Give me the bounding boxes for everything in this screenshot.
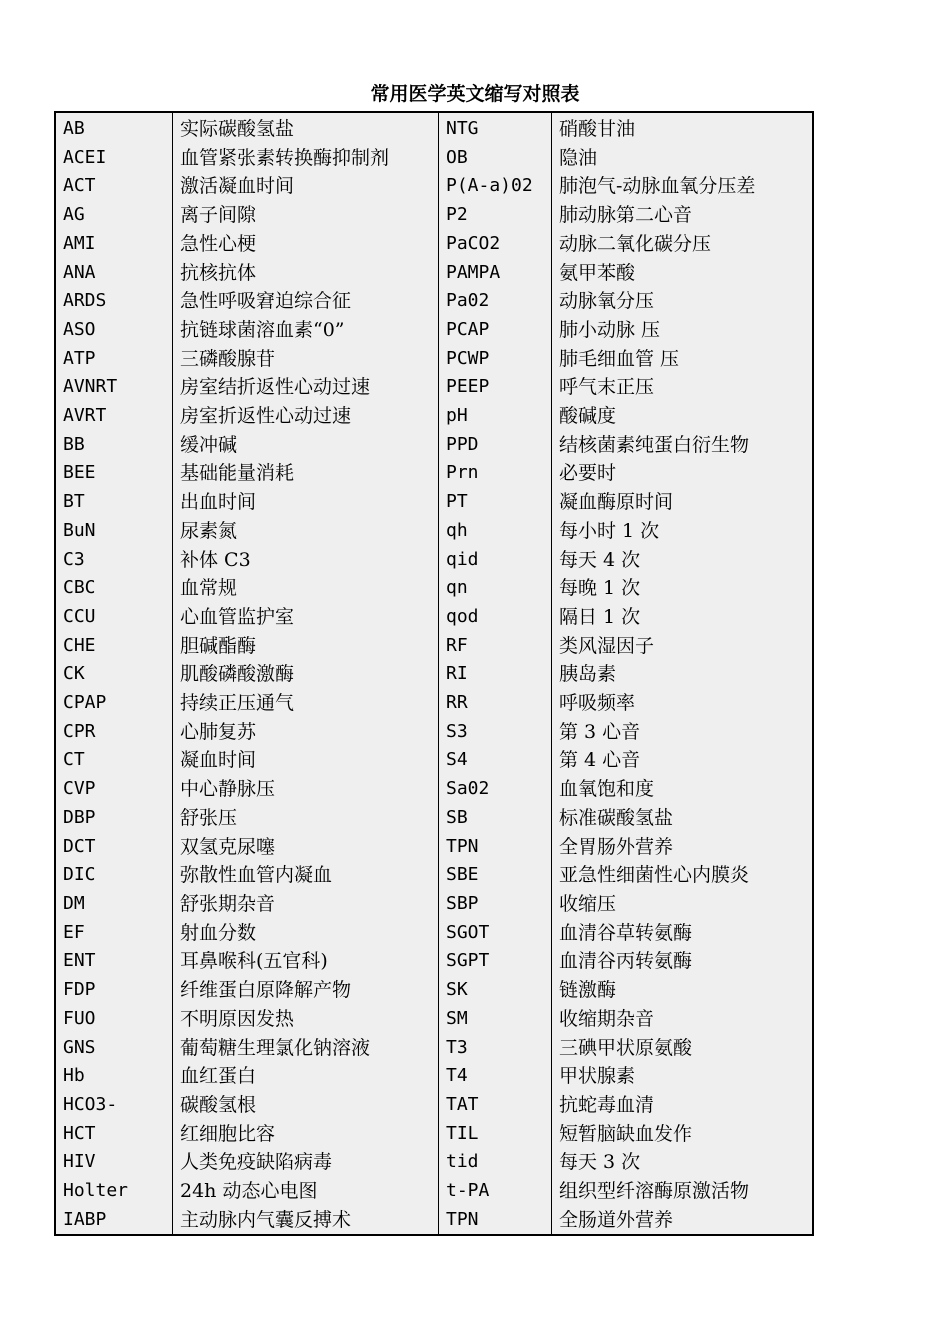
table-row xyxy=(55,230,813,259)
meaning-cell: 短暂脑缺血发作 xyxy=(559,1122,693,1145)
meaning-cell: 每天 3 次 xyxy=(559,1151,641,1174)
table-row xyxy=(55,603,813,632)
abbreviation-cell: t-PA xyxy=(439,1177,552,1206)
meaning-cell: 血氧饱和度 xyxy=(559,778,655,801)
table-row xyxy=(55,947,813,976)
meaning-cell: 实际碳酸氢盐 xyxy=(173,112,439,144)
abbreviation-cell: DCT xyxy=(55,833,173,862)
meaning-cell: 抗蛇毒血清 xyxy=(559,1093,655,1116)
abbreviation-cell: ASO xyxy=(55,316,173,345)
meaning-cell: 全肠道外营养 xyxy=(559,1208,674,1231)
table-row xyxy=(55,431,813,460)
abbreviation-cell: RR xyxy=(439,689,552,718)
abbreviation-cell: CK xyxy=(55,660,173,689)
meaning-cell: 血清谷丙转氨酶 xyxy=(559,950,693,973)
meaning-cell: 三碘甲状原氨酸 xyxy=(559,1036,693,1059)
table-row xyxy=(55,833,813,862)
meaning-cell: 主动脉内气囊反搏术 xyxy=(173,1206,439,1236)
abbreviation-cell: HIV xyxy=(55,1148,173,1177)
abbreviation-cell: PT xyxy=(439,488,552,517)
abbreviation-cell: pH xyxy=(439,402,552,431)
table-row xyxy=(55,373,813,402)
meaning-cell: 舒张压 xyxy=(173,804,439,833)
meaning-cell: 氨甲苯酸 xyxy=(559,261,636,284)
table-row xyxy=(55,976,813,1005)
meaning-cell: 血管紧张素转换酶抑制剂 xyxy=(173,144,439,173)
table-row xyxy=(55,804,813,833)
meaning-cell: 心血管监护室 xyxy=(173,603,439,632)
table-row xyxy=(55,574,813,603)
abbreviation-cell: DM xyxy=(55,890,173,919)
abbreviation-cell: CPR xyxy=(55,718,173,747)
meaning-cell: 凝血酶原时间 xyxy=(559,491,674,514)
abbreviation-cell: SK xyxy=(439,976,552,1005)
meaning-cell: 中心静脉压 xyxy=(173,775,439,804)
meaning-cell: 全胃肠外营养 xyxy=(559,835,674,858)
abbreviation-cell: CCU xyxy=(55,603,173,632)
table-row xyxy=(55,1148,813,1177)
meaning-cell: 血常规 xyxy=(173,574,439,603)
table-row xyxy=(55,890,813,919)
meaning-cell: 葡萄糖生理氯化钠溶液 xyxy=(173,1034,439,1063)
abbreviation-cell: FDP xyxy=(55,976,173,1005)
abbreviation-cell: ACEI xyxy=(55,144,173,173)
abbreviation-cell: T3 xyxy=(439,1034,552,1063)
abbreviation-cell: IABP xyxy=(55,1206,173,1236)
abbreviation-cell: ATP xyxy=(55,345,173,374)
abbreviation-cell: SB xyxy=(439,804,552,833)
abbreviation-cell: qn xyxy=(439,574,552,603)
meaning-cell: 舒张期杂音 xyxy=(173,890,439,919)
table-row xyxy=(55,689,813,718)
abbreviation-cell: DBP xyxy=(55,804,173,833)
abbreviation-cell: tid xyxy=(439,1148,552,1177)
abbreviation-cell: CPAP xyxy=(55,689,173,718)
table-row xyxy=(55,1120,813,1149)
meaning-cell: 组织型纤溶酶原激活物 xyxy=(559,1180,750,1203)
page-title: 常用医学英文缩写对照表 xyxy=(370,83,580,105)
abbreviation-cell: EF xyxy=(55,919,173,948)
meaning-cell: 链激酶 xyxy=(559,979,617,1002)
meaning-cell: 收缩压 xyxy=(559,892,617,915)
abbreviation-cell: PCAP xyxy=(439,316,552,345)
table-row xyxy=(55,402,813,431)
meaning-cell: 酸碱度 xyxy=(559,405,617,428)
meaning-cell: 尿素氮 xyxy=(173,517,439,546)
abbreviation-cell: SM xyxy=(439,1005,552,1034)
abbreviation-cell: BB xyxy=(55,431,173,460)
abbreviation-cell: SBP xyxy=(439,890,552,919)
meaning-cell: 急性心梗 xyxy=(173,230,439,259)
meaning-cell: 结核菌素纯蛋白衍生物 xyxy=(559,433,750,456)
meaning-cell: 激活凝血时间 xyxy=(173,172,439,201)
meaning-cell: 凝血时间 xyxy=(173,746,439,775)
meaning-cell: 抗核抗体 xyxy=(173,259,439,288)
meaning-cell: 每晚 1 次 xyxy=(559,577,641,600)
abbreviation-cell: BT xyxy=(55,488,173,517)
meaning-cell: 隔日 1 次 xyxy=(559,605,641,628)
meaning-cell: 呼吸频率 xyxy=(559,692,636,715)
abbreviation-cell: ENT xyxy=(55,947,173,976)
table-row xyxy=(55,775,813,804)
abbreviation-cell: RI xyxy=(439,660,552,689)
meaning-cell: 出血时间 xyxy=(173,488,439,517)
table-row xyxy=(55,112,813,144)
meaning-cell: 弥散性血管内凝血 xyxy=(173,861,439,890)
meaning-cell: 房室结折返性心动过速 xyxy=(173,373,439,402)
meaning-cell: 必要时 xyxy=(559,462,617,485)
table-row xyxy=(55,345,813,374)
table-row xyxy=(55,517,813,546)
table-row xyxy=(55,1091,813,1120)
meaning-cell: 硝酸甘油 xyxy=(559,118,636,140)
abbreviation-cell: ACT xyxy=(55,172,173,201)
table-row xyxy=(55,172,813,201)
abbreviation-cell: ANA xyxy=(55,259,173,288)
abbreviation-cell: Pa02 xyxy=(439,287,552,316)
meaning-cell: 射血分数 xyxy=(173,919,439,948)
table-row xyxy=(55,1034,813,1063)
abbreviation-cell: T4 xyxy=(439,1062,552,1091)
abbreviation-cell: AG xyxy=(55,201,173,230)
abbreviation-cell: BuN xyxy=(55,517,173,546)
meaning-cell: 人类免疫缺陷病毒 xyxy=(173,1148,439,1177)
abbreviation-cell: C3 xyxy=(55,546,173,575)
meaning-cell: 收缩期杂音 xyxy=(559,1007,655,1030)
abbreviation-cell: HCO3- xyxy=(55,1091,173,1120)
abbreviation-cell: qid xyxy=(439,546,552,575)
abbreviation-cell: PEEP xyxy=(439,373,552,402)
table-row xyxy=(55,488,813,517)
abbreviation-cell: TAT xyxy=(439,1091,552,1120)
meaning-cell: 胰岛素 xyxy=(559,663,617,686)
meaning-cell: 呼气末正压 xyxy=(559,376,655,399)
table-row xyxy=(55,316,813,345)
abbreviation-cell: S4 xyxy=(439,746,552,775)
abbreviation-cell: OB xyxy=(439,144,552,173)
abbreviation-cell: AB xyxy=(55,112,173,144)
meaning-cell: 不明原因发热 xyxy=(173,1005,439,1034)
meaning-cell: 24h 动态心电图 xyxy=(173,1177,439,1206)
abbreviation-cell: qh xyxy=(439,517,552,546)
meaning-cell: 亚急性细菌性心内膜炎 xyxy=(559,864,750,887)
table-row xyxy=(55,1005,813,1034)
abbreviation-cell: NTG xyxy=(439,112,552,144)
meaning-cell: 第 4 心音 xyxy=(559,749,641,772)
table-row xyxy=(55,546,813,575)
table-row xyxy=(55,632,813,661)
table-row xyxy=(55,459,813,488)
abbreviation-cell: PPD xyxy=(439,431,552,460)
abbreviation-cell: TPN xyxy=(439,833,552,862)
meaning-cell: 三磷酸腺苷 xyxy=(173,345,439,374)
meaning-cell: 纤维蛋白原降解产物 xyxy=(173,976,439,1005)
abbreviation-cell: AVNRT xyxy=(55,373,173,402)
abbreviation-table xyxy=(54,111,814,1236)
abbreviation-cell: TIL xyxy=(439,1120,552,1149)
abbreviation-cell: PaCO2 xyxy=(439,230,552,259)
meaning-cell: 第 3 心音 xyxy=(559,720,641,743)
table-row xyxy=(55,1177,813,1206)
meaning-cell: 抗链球菌溶血素“0” xyxy=(173,316,439,345)
abbreviation-cell: qod xyxy=(439,603,552,632)
meaning-cell: 房室折返性心动过速 xyxy=(173,402,439,431)
table-row xyxy=(55,718,813,747)
abbreviation-cell: S3 xyxy=(439,718,552,747)
meaning-cell: 肺泡气-动脉血氧分压差 xyxy=(559,175,756,198)
table-row xyxy=(55,201,813,230)
abbreviation-cell: CVP xyxy=(55,775,173,804)
abbreviation-cell: SGOT xyxy=(439,919,552,948)
meaning-cell: 血红蛋白 xyxy=(173,1062,439,1091)
meaning-cell: 类风湿因子 xyxy=(559,634,655,657)
abbreviation-cell: FUO xyxy=(55,1005,173,1034)
meaning-cell: 基础能量消耗 xyxy=(173,459,439,488)
table-row xyxy=(55,259,813,288)
meaning-cell: 红细胞比容 xyxy=(173,1120,439,1149)
abbreviation-cell: Sa02 xyxy=(439,775,552,804)
abbreviation-cell: AMI xyxy=(55,230,173,259)
table-row xyxy=(55,144,813,173)
abbreviation-cell: SGPT xyxy=(439,947,552,976)
abbreviation-cell: HCT xyxy=(55,1120,173,1149)
table-row xyxy=(55,746,813,775)
table-row xyxy=(55,861,813,890)
abbreviation-cell: AVRT xyxy=(55,402,173,431)
abbreviation-cell: CT xyxy=(55,746,173,775)
table-row xyxy=(55,1206,813,1236)
meaning-cell: 甲状腺素 xyxy=(559,1065,636,1088)
abbreviation-cell: PAMPA xyxy=(439,259,552,288)
abbreviation-table-body xyxy=(55,112,813,1235)
meaning-cell: 补体 C3 xyxy=(173,546,439,575)
meaning-cell: 肺毛细血管 压 xyxy=(559,347,680,370)
table-row xyxy=(55,1062,813,1091)
meaning-cell: 急性呼吸窘迫综合征 xyxy=(173,287,439,316)
meaning-cell: 心肺复苏 xyxy=(173,718,439,747)
meaning-cell: 血清谷草转氨酶 xyxy=(559,921,693,944)
abbreviation-cell: SBE xyxy=(439,861,552,890)
abbreviation-cell: GNS xyxy=(55,1034,173,1063)
meaning-cell: 每小时 1 次 xyxy=(559,519,660,542)
abbreviation-cell: CBC xyxy=(55,574,173,603)
meaning-cell: 缓冲碱 xyxy=(173,431,439,460)
abbreviation-cell: Hb xyxy=(55,1062,173,1091)
abbreviation-cell: CHE xyxy=(55,632,173,661)
meaning-cell: 耳鼻喉科(五官科) xyxy=(173,947,439,976)
meaning-cell: 肌酸磷酸激酶 xyxy=(173,660,439,689)
meaning-cell: 每天 4 次 xyxy=(559,548,641,571)
meaning-cell: 胆碱酯酶 xyxy=(173,632,439,661)
abbreviation-cell: DIC xyxy=(55,861,173,890)
meaning-cell: 双氢克尿噻 xyxy=(173,833,439,862)
table-row xyxy=(55,287,813,316)
abbreviation-cell: P2 xyxy=(439,201,552,230)
table-row xyxy=(55,919,813,948)
meaning-cell: 标准碳酸氢盐 xyxy=(559,806,674,829)
abbreviation-cell: Holter xyxy=(55,1177,173,1206)
meaning-cell: 动脉二氧化碳分压 xyxy=(559,232,712,255)
meaning-cell: 肺动脉第二心音 xyxy=(559,204,693,227)
meaning-cell: 肺小动脉 压 xyxy=(559,318,661,341)
meaning-cell: 碳酸氢根 xyxy=(173,1091,439,1120)
meaning-cell: 隐油 xyxy=(559,146,598,169)
abbreviation-cell: Prn xyxy=(439,459,552,488)
abbreviation-cell: P(A-a)02 xyxy=(439,172,552,201)
table-row xyxy=(55,660,813,689)
abbreviation-cell: ARDS xyxy=(55,287,173,316)
abbreviation-cell: TPN xyxy=(439,1206,552,1236)
meaning-cell: 持续正压通气 xyxy=(173,689,439,718)
meaning-cell: 动脉氧分压 xyxy=(559,290,655,313)
meaning-cell: 离子间隙 xyxy=(173,201,439,230)
abbreviation-cell: BEE xyxy=(55,459,173,488)
abbreviation-cell: RF xyxy=(439,632,552,661)
abbreviation-cell: PCWP xyxy=(439,345,552,374)
